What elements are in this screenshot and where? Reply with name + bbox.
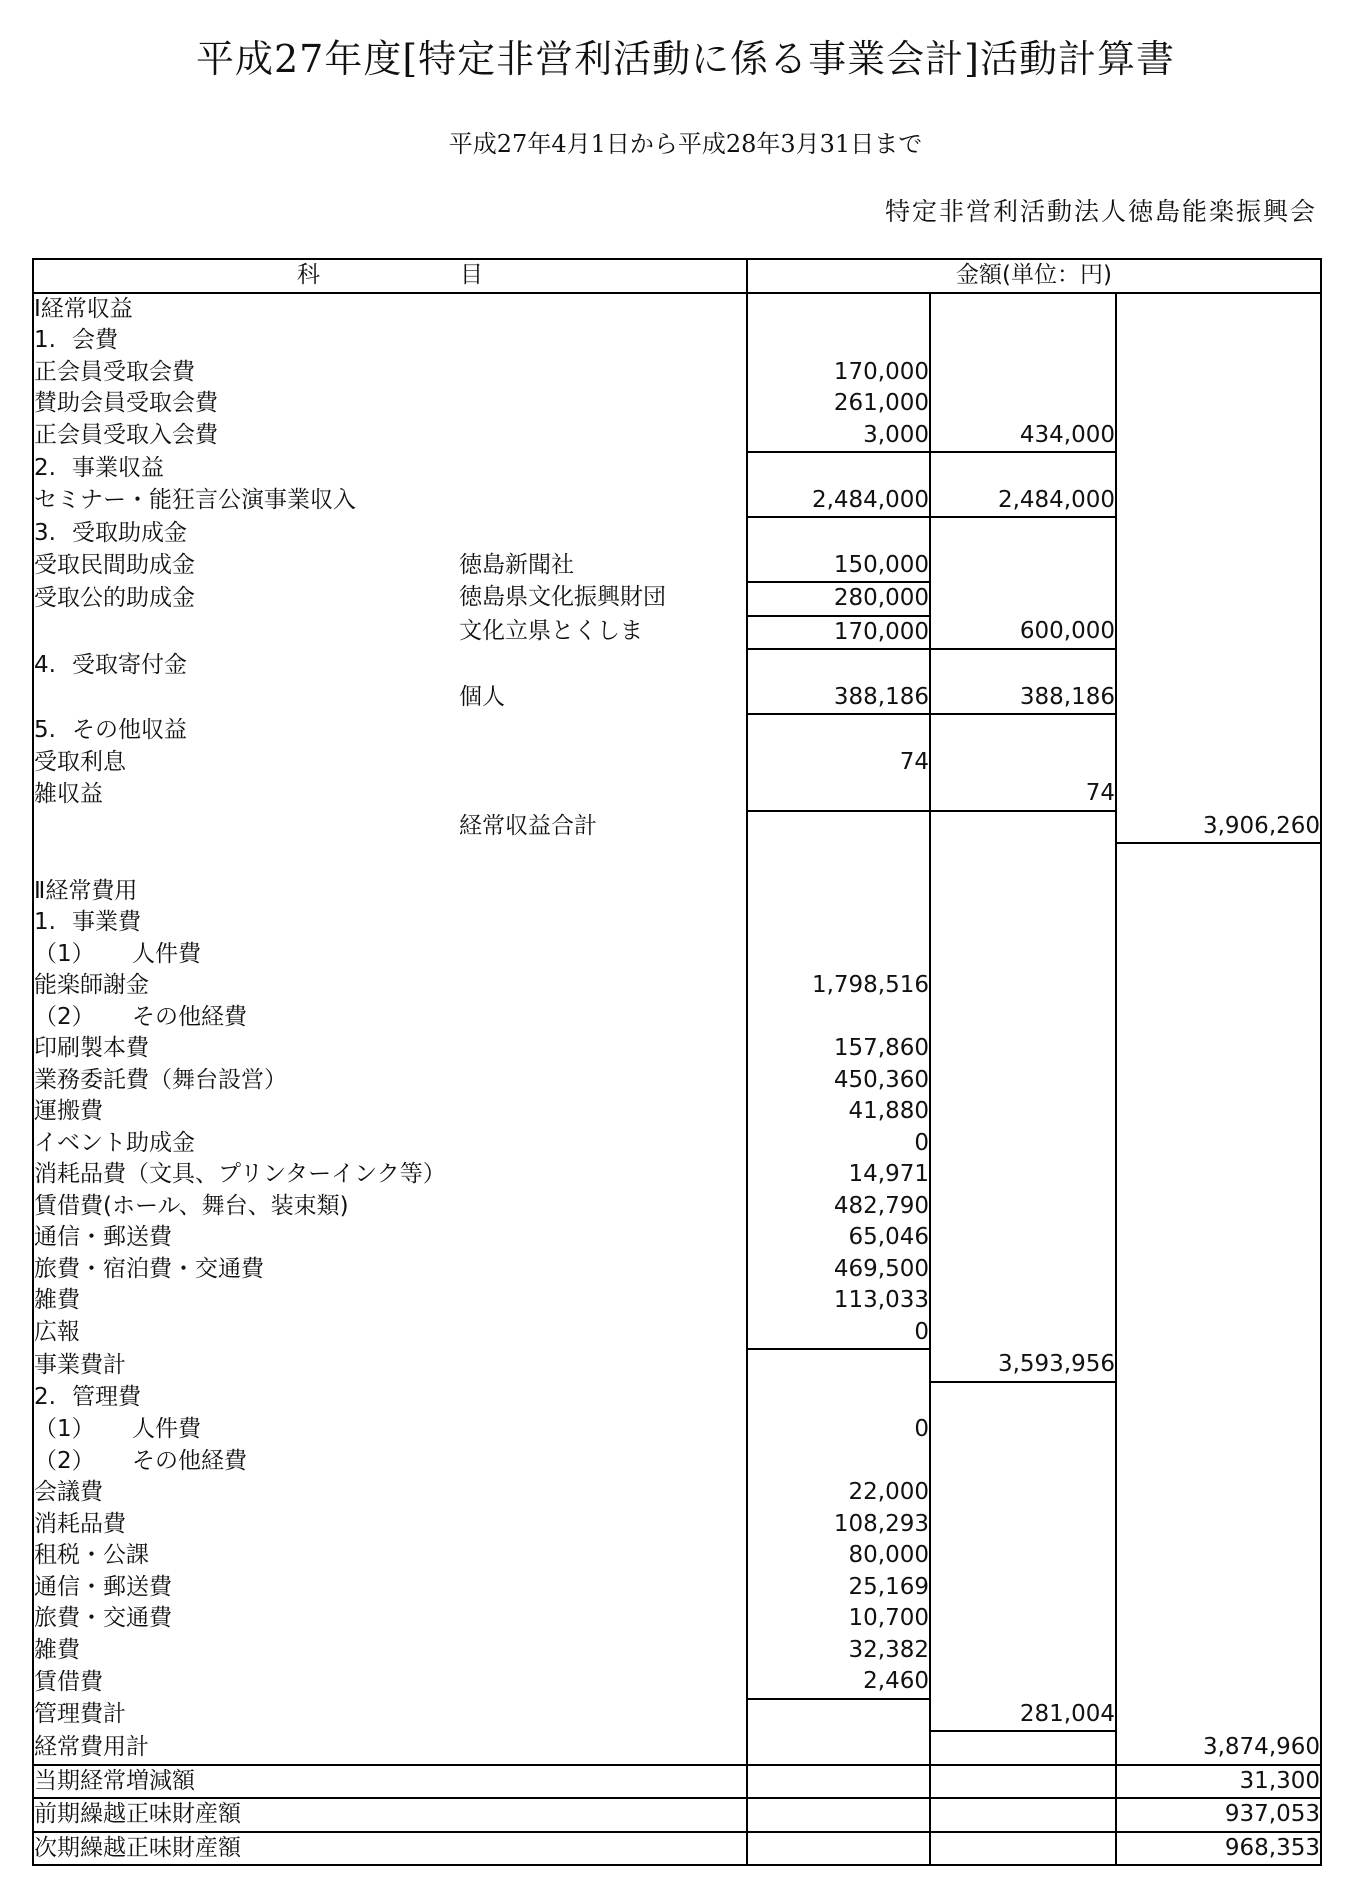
row-label: 運搬費 [33,1096,747,1128]
subtotal-value: 281,004 [930,1699,1116,1732]
row-value: 388,186 [747,682,930,715]
table-row [33,1096,1321,1128]
subject-header: 科 目 [33,259,747,293]
table-row [33,714,1321,747]
summary-label: 前期繰越正味財産額 [33,1798,747,1832]
table-row [33,388,1321,420]
section-heading: Ⅱ経常費用 [33,876,747,908]
category-heading: 1. 会費 [33,325,747,357]
table-row [33,1832,1321,1866]
row-value: 261,000 [747,388,930,420]
table-row [33,682,1321,715]
row-value: 450,360 [747,1065,930,1097]
table-row [33,876,1321,908]
row-label: 通信・郵送費 [33,1222,747,1254]
table-row [33,1798,1321,1832]
total-value: 3,906,260 [1116,811,1321,844]
table-row [33,649,1321,682]
subtotal-value: 600,000 [930,616,1116,650]
row-label: 個人 [33,682,747,715]
category-heading: 4. 受取寄付金 [33,649,747,682]
subcategory-heading: （1） 人件費 [33,1414,747,1446]
row-value: 113,033 [747,1285,930,1317]
table-row [33,811,1321,844]
table-row [33,939,1321,971]
row-label: 旅費・交通費 [33,1603,747,1635]
total-label: 経常収益合計 [33,811,747,844]
table-row [33,1191,1321,1223]
row-label: 消耗品費（文具、プリンターインク等） [33,1159,747,1191]
category-heading: 1. 事業費 [33,907,747,939]
table-row [33,1349,1321,1382]
table-row [33,1446,1321,1478]
table-row [33,485,1321,518]
table-row [33,843,1321,876]
row-label: 業務委託費（舞台設営） [33,1065,747,1097]
row-label: 雑費 [33,1285,747,1317]
table-row [33,1382,1321,1415]
row-label: 受取利息 [33,747,747,779]
row-value: 0 [747,1414,930,1446]
table-row [33,1635,1321,1667]
summary-label: 当期経常増減額 [33,1765,747,1799]
row-value: 0 [747,1317,930,1350]
row-label: 雑収益 [33,778,747,811]
table-row [33,747,1321,779]
accounting-period: 平成27年4月1日から平成28年3月31日まで [448,130,923,158]
amount-header: 金額(単位：円) [747,259,1321,293]
row-label: 通信・郵送費 [33,1572,747,1604]
row-label: 賃借費(ホール、舞台、装束類) [33,1191,747,1223]
table-row [33,357,1321,389]
row-value: 1,798,516 [747,970,930,1002]
subcategory-heading: （2） その他経費 [33,1002,747,1034]
organization-name: 特定非営利活動法人徳島能楽振興会 [884,197,1317,226]
table-row [33,1509,1321,1541]
table-row [33,1317,1321,1350]
subtotal-label: 管理費計 [33,1699,747,1732]
table-row [33,616,1321,650]
table-row [33,550,1321,583]
row-value: 3,000 [747,420,930,453]
table-row [33,1477,1321,1509]
summary-value: 968,353 [1116,1832,1321,1866]
row-value: 280,000 [747,582,930,616]
section-heading: Ⅰ経常収益 [33,293,747,326]
row-value: 469,500 [747,1254,930,1286]
row-value: 41,880 [747,1096,930,1128]
row-label: 文化立県とくしま [33,616,747,650]
activity-statement-table [32,258,1322,1866]
row-value: 65,046 [747,1222,930,1254]
table-row [33,970,1321,1002]
row-value: 10,700 [747,1603,930,1635]
row-value: 2,460 [747,1666,930,1699]
table-row [33,1699,1321,1732]
document-title: 平成27年度[特定非営利活動に係る事業会計]活動計算書 [195,37,1175,81]
table-row [33,1002,1321,1034]
row-label: 会議費 [33,1477,747,1509]
table-row [33,1765,1321,1799]
row-value: 170,000 [747,357,930,389]
row-value: 32,382 [747,1635,930,1667]
row-value: 108,293 [747,1509,930,1541]
table-row [33,1285,1321,1317]
row-label: 雑費 [33,1635,747,1667]
subtotal-label: 事業費計 [33,1349,747,1382]
row-label: 正会員受取会費 [33,357,747,389]
subcategory-heading: （2） その他経費 [33,1446,747,1478]
row-label: 賃借費 [33,1666,747,1699]
subcategory-heading: （1） 人件費 [33,939,747,971]
subtotal-value: 3,593,956 [930,1349,1116,1382]
row-value: 2,484,000 [747,485,930,518]
table-row [33,1033,1321,1065]
row-label: 受取民間助成金 徳島新聞社 [33,550,747,583]
table-row [33,1731,1321,1765]
row-value: 14,971 [747,1159,930,1191]
table-row [33,452,1321,485]
row-label: 広報 [33,1317,747,1350]
table-row [33,1254,1321,1286]
table-row [33,420,1321,453]
table-row [33,582,1321,616]
table-header-row [33,259,1321,293]
row-label: 能楽師謝金 [33,970,747,1002]
row-value: 0 [747,1128,930,1160]
subtotal-value: 74 [930,778,1116,811]
category-heading: 5. その他収益 [33,714,747,747]
table-row [33,1128,1321,1160]
subtotal-value: 2,484,000 [930,485,1116,518]
table-row [33,517,1321,550]
category-heading: 3. 受取助成金 [33,517,747,550]
row-value: 482,790 [747,1191,930,1223]
table-row [33,1414,1321,1446]
row-value: 80,000 [747,1540,930,1572]
row-value: 25,169 [747,1572,930,1604]
table-row [33,1540,1321,1572]
row-label: 旅費・宿泊費・交通費 [33,1254,747,1286]
total-value: 3,874,960 [1116,1731,1321,1765]
row-value: 150,000 [747,550,930,583]
total-label: 経常費用計 [33,1731,747,1765]
row-label: セミナー・能狂言公演事業収入 [33,485,747,518]
row-label: イベント助成金 [33,1128,747,1160]
table-row [33,1603,1321,1635]
subtotal-value: 434,000 [930,420,1116,453]
subtotal-value: 388,186 [930,682,1116,715]
table-row [33,778,1321,811]
row-value: 157,860 [747,1033,930,1065]
row-label: 租税・公課 [33,1540,747,1572]
category-heading: 2. 管理費 [33,1382,747,1415]
row-label: 印刷製本費 [33,1033,747,1065]
table-row [33,293,1321,326]
summary-value: 31,300 [1116,1765,1321,1799]
table-row [33,1666,1321,1699]
table-row [33,1159,1321,1191]
table-row [33,907,1321,939]
row-label: 正会員受取入会費 [33,420,747,453]
row-value: 74 [747,747,930,779]
summary-label: 次期繰越正味財産額 [33,1832,747,1866]
summary-value: 937,053 [1116,1798,1321,1832]
table-row [33,1572,1321,1604]
category-heading: 2. 事業収益 [33,452,747,485]
row-label: 受取公的助成金 徳島県文化振興財団 [33,582,747,616]
table-row [33,1065,1321,1097]
table-row [33,1222,1321,1254]
row-value: 22,000 [747,1477,930,1509]
table-row [33,325,1321,357]
row-label: 消耗品費 [33,1509,747,1541]
row-label: 賛助会員受取会費 [33,388,747,420]
row-value: 170,000 [747,616,930,650]
